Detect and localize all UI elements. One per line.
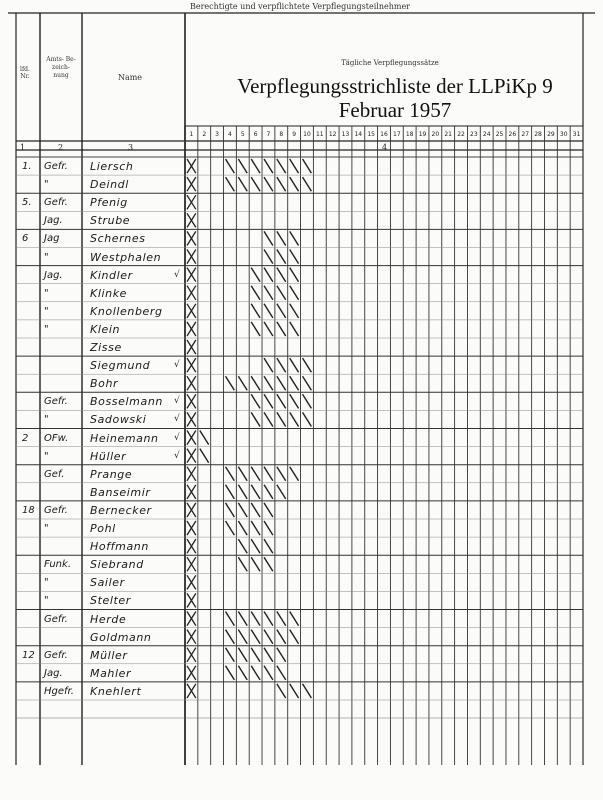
tally-stroke	[264, 630, 273, 644]
tally-stroke	[238, 159, 247, 173]
tally-stroke	[277, 630, 286, 644]
tally-stroke	[290, 250, 299, 264]
tally-stroke	[226, 630, 235, 644]
tally-stroke	[238, 467, 247, 481]
tally-stroke	[264, 521, 273, 535]
row-rank: Gefr.	[44, 649, 68, 661]
row-name: Bohr	[90, 377, 119, 391]
tally-stroke	[251, 376, 260, 390]
tally-stroke	[251, 648, 260, 662]
row-name: Pohl	[90, 522, 116, 535]
tally-stroke	[264, 666, 273, 680]
tally-stroke	[226, 521, 235, 535]
tally-stroke	[251, 268, 260, 282]
tally-stroke	[251, 503, 260, 517]
tally-stroke	[290, 231, 299, 245]
row-check-mark: √	[174, 396, 180, 407]
row-rank: "	[44, 305, 49, 317]
tally-stroke	[226, 376, 235, 390]
row-name: Kindler	[90, 268, 133, 282]
tally-stroke	[238, 557, 247, 571]
tally-stroke	[303, 358, 312, 372]
tally-stroke	[290, 268, 299, 282]
sheet-month: Februar 1957	[338, 98, 452, 122]
row-number: 18	[22, 504, 35, 516]
row-name: Klinke	[90, 286, 128, 300]
day-number: 8	[279, 131, 284, 138]
column-number: 4	[382, 143, 388, 152]
tally-stroke	[238, 648, 247, 662]
row-number: 1.	[22, 161, 32, 172]
tally-stroke	[277, 684, 286, 698]
row-check-mark: √	[174, 269, 180, 280]
row-rank: Jag.	[44, 269, 63, 281]
tally-stroke	[238, 612, 247, 626]
row-name: Sailer	[90, 576, 125, 590]
day-number: 24	[482, 131, 491, 138]
row-name: Mahler	[90, 666, 132, 680]
row-name: Pfenig	[90, 196, 128, 210]
day-number: 30	[559, 131, 568, 138]
tally-stroke	[251, 177, 260, 191]
row-rank: Gef.	[44, 468, 65, 480]
tally-stroke	[226, 612, 235, 626]
tally-stroke	[238, 376, 247, 390]
tally-stroke	[251, 485, 260, 499]
row-name: Westphalen	[90, 250, 162, 264]
row-number: 5.	[22, 197, 32, 209]
day-number: 28	[534, 131, 542, 138]
tally-stroke	[238, 630, 247, 644]
tally-stroke	[251, 557, 260, 571]
tally-stroke	[238, 503, 247, 517]
tally-stroke	[290, 159, 299, 173]
day-number: 2	[202, 131, 207, 138]
row-rank: "	[44, 414, 49, 426]
row-name: Knollenberg	[90, 304, 163, 318]
tally-stroke	[251, 467, 260, 481]
day-number: 9	[292, 131, 297, 138]
tally-stroke	[238, 485, 247, 499]
tally-stroke	[226, 159, 235, 173]
tally-stroke	[251, 159, 260, 173]
column-number: 2	[58, 143, 64, 152]
tally-stroke	[290, 630, 299, 644]
day-number: 1	[189, 131, 194, 138]
row-name: Deindl	[90, 178, 129, 192]
row-rank: Jag.	[44, 667, 63, 679]
row-name: Liersch	[90, 160, 134, 173]
tally-stroke	[303, 394, 312, 408]
tally-stroke	[290, 467, 299, 481]
tally-stroke	[277, 358, 286, 372]
tally-stroke	[251, 612, 260, 626]
day-number: 19	[418, 131, 427, 138]
tally-stroke	[200, 449, 209, 463]
tally-stroke	[200, 431, 209, 445]
column-number: 1	[20, 143, 26, 152]
tally-stroke	[251, 286, 260, 300]
tally-stroke	[264, 304, 273, 318]
row-name: Prange	[90, 467, 133, 481]
tally-stroke	[251, 322, 260, 336]
tally-stroke	[290, 394, 299, 408]
day-number: 25	[495, 131, 504, 138]
tally-stroke	[264, 177, 273, 191]
tally-stroke	[277, 412, 286, 426]
tally-stroke	[303, 684, 312, 698]
tally-stroke	[264, 612, 273, 626]
tally-stroke	[290, 322, 299, 336]
row-name: Knehlert	[90, 684, 142, 698]
row-number: 6	[22, 233, 29, 245]
tally-stroke	[290, 612, 299, 626]
tally-stroke	[226, 485, 235, 499]
day-number: 10	[303, 131, 311, 138]
tally-stroke	[277, 159, 286, 173]
tally-stroke	[251, 539, 260, 553]
tally-stroke	[226, 666, 235, 680]
row-rank: Gefr.	[44, 197, 68, 209]
day-number: 5	[240, 131, 245, 138]
row-check-mark: √	[174, 360, 180, 371]
day-number: 22	[457, 131, 465, 138]
day-number: 4	[228, 131, 232, 138]
day-number: 27	[521, 131, 530, 138]
day-number: 29	[547, 131, 555, 138]
row-rank: "	[44, 595, 49, 607]
tally-stroke	[303, 159, 312, 173]
day-number: 31	[572, 131, 581, 138]
day-number: 20	[431, 131, 440, 138]
daily-rates-label: Tägliche Verpflegungssätze	[341, 59, 439, 67]
tally-stroke	[290, 177, 299, 191]
day-number: 7	[266, 131, 271, 138]
row-check-mark: √	[174, 450, 180, 461]
col-name-header: Name	[117, 73, 143, 82]
day-number: 6	[253, 131, 258, 138]
day-number: 21	[444, 131, 452, 138]
row-name: Strube	[90, 214, 131, 228]
tally-stroke	[277, 485, 286, 499]
row-rank: "	[44, 450, 49, 462]
tally-stroke	[277, 250, 286, 264]
row-name: Heinemann	[90, 431, 159, 445]
row-rank: Gefr.	[44, 161, 68, 172]
day-number: 15	[367, 131, 375, 138]
tally-stroke	[290, 358, 299, 372]
row-name: Schernes	[90, 232, 146, 246]
tally-stroke	[226, 177, 235, 191]
tally-stroke	[277, 286, 286, 300]
tally-stroke	[226, 467, 235, 481]
row-name: Siebrand	[90, 558, 144, 572]
tally-stroke	[277, 394, 286, 408]
tally-stroke	[277, 231, 286, 245]
row-rank: OFw.	[44, 432, 69, 444]
tally-stroke	[290, 304, 299, 318]
tally-stroke	[226, 503, 235, 517]
row-rank: "	[44, 179, 49, 191]
tally-stroke	[251, 521, 260, 535]
day-number: 14	[354, 131, 363, 138]
tally-stroke	[238, 539, 247, 553]
tally-stroke	[264, 322, 273, 336]
row-rank: "	[44, 577, 49, 589]
row-name: Goldmann	[90, 630, 152, 644]
row-name: Hoffmann	[90, 540, 149, 554]
day-number: 13	[341, 131, 350, 138]
tally-stroke	[277, 467, 286, 481]
row-name: Klein	[90, 322, 121, 336]
header-top-text: Berechtigte und verpflichtete Verpflegungsteilnehmer	[189, 2, 411, 11]
row-number: 12	[22, 649, 35, 661]
day-number: 23	[470, 131, 478, 138]
row-check-mark: √	[174, 432, 180, 443]
row-rank: Hgefr.	[44, 685, 74, 697]
tally-stroke	[277, 304, 286, 318]
tally-stroke	[264, 648, 273, 662]
row-name: Herde	[90, 612, 127, 626]
row-rank: "	[44, 287, 49, 299]
tally-stroke	[264, 231, 273, 245]
row-name: Stelter	[90, 594, 131, 608]
tally-stroke	[238, 177, 247, 191]
tally-stroke	[303, 177, 312, 191]
row-rank: "	[44, 523, 49, 534]
tally-stroke	[264, 159, 273, 173]
row-rank: "	[44, 251, 49, 263]
row-number: 2	[22, 432, 29, 444]
tally-stroke	[264, 286, 273, 300]
tally-stroke	[290, 412, 299, 426]
tally-stroke	[277, 612, 286, 626]
row-name: Siegmund	[90, 359, 151, 373]
col-amts-header: Amts- Be- zeich- nung	[46, 56, 76, 79]
tally-stroke	[303, 376, 312, 390]
tally-stroke	[290, 376, 299, 390]
tally-stroke	[303, 412, 312, 426]
tally-stroke	[251, 394, 260, 408]
row-rank: Jag.	[44, 215, 63, 227]
row-name: Bosselmann	[90, 395, 163, 409]
tally-stroke	[264, 268, 273, 282]
day-number: 3	[215, 131, 219, 138]
day-number: 26	[508, 131, 517, 138]
row-name: Banseimir	[90, 485, 151, 499]
tally-stroke	[226, 648, 235, 662]
tally-stroke	[264, 485, 273, 499]
tally-stroke	[277, 666, 286, 680]
tally-stroke	[264, 503, 273, 517]
tally-stroke	[277, 376, 286, 390]
tally-stroke	[251, 666, 260, 680]
day-number: 11	[315, 131, 324, 138]
row-check-mark: √	[174, 414, 180, 425]
tally-stroke	[277, 322, 286, 336]
row-name: Bernecker	[90, 503, 152, 517]
row-rank: Gefr.	[44, 504, 68, 516]
tally-stroke	[264, 467, 273, 481]
day-number: 17	[393, 131, 401, 138]
tally-stroke	[264, 358, 273, 372]
tally-stroke	[238, 521, 247, 535]
tally-stroke	[238, 666, 247, 680]
row-rank: Funk.	[44, 559, 71, 571]
row-rank: Gefr.	[44, 613, 68, 625]
row-name: Sadowski	[90, 413, 147, 427]
row-rank: Gefr.	[44, 396, 68, 408]
tally-stroke	[290, 684, 299, 698]
row-rank: Jag	[44, 233, 60, 245]
sheet-title: Verpflegungsstrichliste der LLPiKp 9	[237, 74, 553, 98]
day-number: 12	[328, 131, 337, 138]
row-name: Müller	[90, 648, 128, 662]
tally-stroke	[277, 268, 286, 282]
tally-stroke	[264, 376, 273, 390]
tally-stroke	[251, 630, 260, 644]
tally-stroke	[277, 648, 286, 662]
col-lfd-header: lfd. Nr.	[20, 66, 30, 80]
day-number: 18	[405, 131, 414, 138]
tally-stroke	[264, 412, 273, 426]
tally-stroke	[277, 177, 286, 191]
tally-stroke	[251, 412, 260, 426]
tally-stroke	[290, 286, 299, 300]
tally-stroke	[264, 394, 273, 408]
tally-stroke	[264, 250, 273, 264]
day-number: 16	[380, 131, 388, 138]
tally-stroke	[264, 557, 273, 571]
row-name: Zisse	[90, 341, 122, 354]
tally-stroke	[264, 539, 273, 553]
tally-stroke	[251, 304, 260, 318]
row-name: Hüller	[90, 449, 127, 463]
row-rank: "	[44, 323, 49, 335]
column-number: 3	[128, 143, 134, 152]
